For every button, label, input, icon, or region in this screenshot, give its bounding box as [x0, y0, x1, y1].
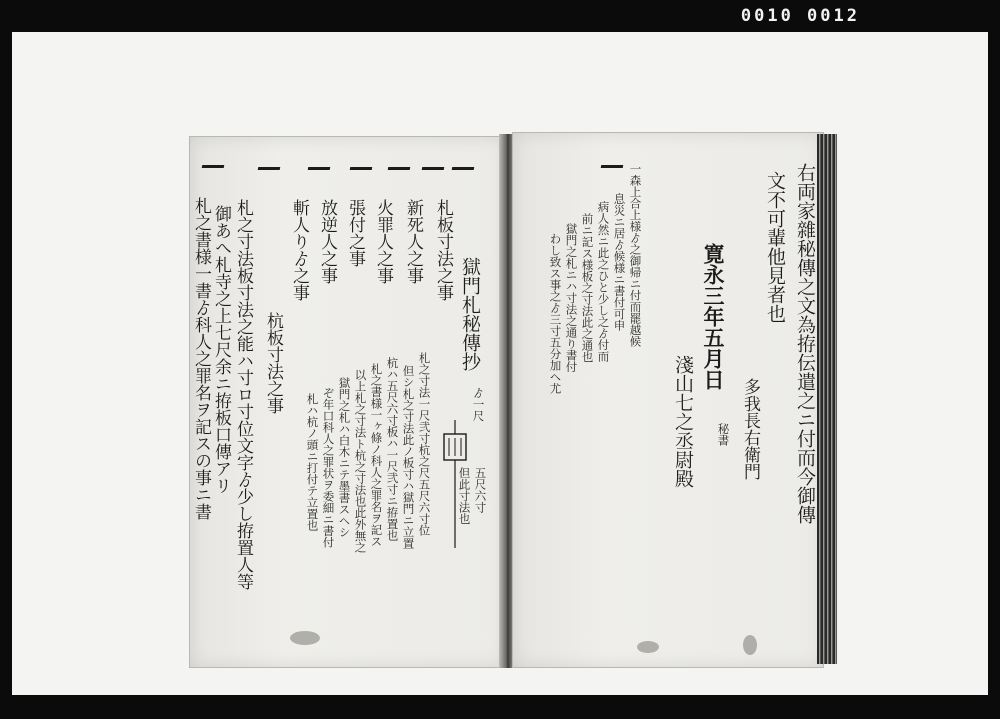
page-stack-edge	[817, 134, 837, 664]
body-line: 札之書様一書ゟ科人之罪名ヲ記スの事ニ書	[191, 197, 211, 520]
entry-item: 杭板寸法之事	[263, 312, 283, 414]
note-line: 杭ハ五尺六寸板ハ一尺弐寸ニ拵置也	[385, 357, 400, 541]
right-page	[512, 132, 824, 668]
date: 寛永三年五月日	[701, 243, 726, 390]
left-page	[189, 136, 506, 668]
microfilm-sheet	[12, 32, 988, 695]
bullet-mark	[388, 167, 411, 170]
note-line: 但シ札之寸法此ノ板寸ハ獄門ニ立置	[401, 365, 416, 549]
entry-item: 斬人りゟ之事	[289, 199, 309, 301]
ink-stain	[637, 641, 659, 653]
bullet-mark	[452, 167, 475, 170]
note-line: わし致ス事之ゟ三寸五分加へ尤	[548, 233, 563, 394]
note-line: 札ハ杭ノ頭ニ打付テ立置也	[305, 393, 320, 531]
ink-stain	[290, 631, 320, 645]
bullet-mark	[308, 167, 331, 170]
bullet-mark	[350, 167, 373, 170]
recipient-name: 淺山七之丞尉殿	[672, 355, 694, 488]
entry-item: 札板寸法之事	[433, 199, 453, 301]
closing-line: 右両家雜秘傳之文為拵伝遣之ニ付而今御傳	[794, 163, 816, 524]
entry-item: 新死人之事	[403, 199, 423, 284]
note-line: 病人然ニ此之ひと少し之ゟ付而	[596, 201, 611, 362]
body-line: 札之寸法板寸法之能ハ寸ロ寸位文字ゟ少し拵置人等	[233, 199, 253, 590]
page-title: 獄門札秘傳抄	[459, 257, 481, 371]
diagram-label: 但此寸法也	[457, 467, 472, 525]
author-name: 多我長右衛門	[740, 378, 760, 480]
bullet-mark	[601, 165, 624, 168]
bullet-mark	[202, 165, 225, 168]
entry-item: 火罪人之事	[373, 199, 393, 284]
entry-item: 放逆人之事	[317, 199, 337, 284]
open-book	[177, 100, 842, 670]
note-line: 一森上合上様ゟ之御帰ニ付而罷越候	[628, 163, 643, 347]
note-line: 以上札之寸法ト杭之寸法也此外無之	[353, 369, 368, 553]
diagram-label: ゟ一尺	[471, 387, 486, 422]
note-line: 札之書様一ヶ條ノ科人之罪名ヲ記ス	[369, 363, 384, 547]
closing-line: 文不可輩他見者也	[764, 171, 786, 323]
note-line: 前ニ記ス様板之寸法此之通也	[580, 213, 595, 363]
body-line: 御あへ札寺之上七尺余ニ拵板口傳アリ	[211, 205, 231, 494]
note-line: 札之寸法一尺弐寸杭之尺五尺六寸位	[417, 352, 432, 536]
entry-item: 張付之事	[345, 199, 365, 267]
note-line: ぞ年口科人之罪状ヲ委細ニ書付	[321, 387, 336, 548]
seal-text: 秘書	[716, 423, 731, 446]
diagram-label: 五尺六寸	[473, 467, 488, 513]
bullet-mark	[258, 167, 281, 170]
bullet-mark	[422, 167, 445, 170]
note-line: 獄門之札ハ白木ニテ墨書スヘシ	[337, 377, 352, 538]
note-line: 息災ニ居ゟ候様ニ書付可申	[612, 193, 627, 331]
ink-stain	[743, 635, 757, 655]
note-line: 獄門之札ニハ寸法之通り書付	[564, 223, 579, 373]
frame-code: 0010 0012	[740, 6, 860, 26]
